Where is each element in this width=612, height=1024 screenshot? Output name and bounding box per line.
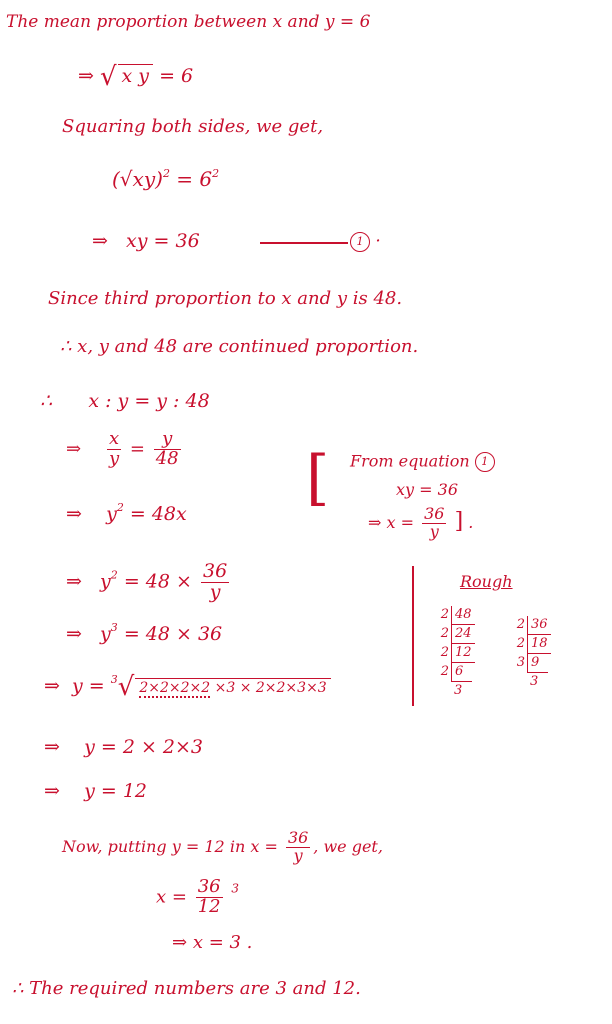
equation-tag: 1 · (350, 232, 381, 252)
x-fraction-line: x = $\frac{36}{12}$ $^3$ (156, 876, 239, 917)
y-value-line: ⇒ y = 12 (44, 780, 148, 802)
y-cubed-line: ⇒ $y^3 = 48 \times 36$ (66, 621, 223, 645)
note-from-equation: From equation 1 (350, 452, 495, 472)
quotient: 24 (451, 625, 475, 644)
quotient: 12 (451, 644, 475, 663)
statement-line: The mean proportion between x and y = 6 (6, 12, 371, 32)
division-row (514, 635, 551, 654)
quotient: 3 (454, 683, 463, 698)
equation-one: ⇒ xy = 36 (92, 230, 200, 252)
division-row (438, 625, 475, 644)
x-value-line: ⇒ x = 3 . (172, 932, 253, 953)
divisor: 2 (516, 617, 525, 632)
equation-tag-line (260, 242, 348, 244)
root-equation: ⇒ √ x y = 6 (78, 62, 194, 92)
rough-title: Rough (460, 572, 513, 591)
squaring-line: Squaring both sides, we get, (62, 116, 324, 137)
radical-sign: √ (99, 62, 117, 92)
y-product-line: ⇒ y = 2 × 2×3 (44, 736, 204, 758)
divisor: 2 (440, 645, 449, 660)
divisor: 2 (440, 664, 449, 679)
continued-proportion-line: ∴ x, y and 48 are continued proportion. (60, 336, 419, 357)
fraction-equation: ⇒ $\frac{x}{y}$ = $\frac{y}{48}$ (66, 428, 179, 469)
quotient: 18 (527, 635, 551, 654)
note-xy: xy = 36 (396, 480, 458, 499)
substitution-line: ⇒ $y^2 = 48$ × $\frac{36}{y}$ (66, 560, 228, 603)
divisor: 3 (516, 655, 525, 670)
division-row (438, 606, 475, 625)
division-row (438, 663, 475, 682)
division-36 (514, 616, 551, 691)
note-x-expression: ⇒ x = $\frac{36}{y}$ ] . (368, 504, 474, 541)
squared-equation: $(√xy)^2 = 6^2$ (112, 167, 220, 191)
divisor: 2 (440, 607, 449, 622)
divisor: 2 (440, 626, 449, 641)
division-48 (438, 606, 475, 700)
y-squared-line: ⇒ $y^2 = 48x$ (66, 501, 187, 525)
quotient: 9 (527, 654, 548, 673)
quotient: 36 (527, 616, 551, 635)
quotient: 48 (451, 606, 475, 625)
division-row (514, 673, 551, 691)
quotient: 6 (451, 663, 472, 682)
radical-sign: √ (117, 672, 135, 702)
division-row (438, 682, 475, 700)
quotient: 3 (530, 674, 539, 689)
conclusion-line: ∴ The required numbers are 3 and 12. (12, 978, 361, 999)
rough-divider (412, 566, 414, 706)
ratio-line: ∴ x : y = y : 48 (40, 390, 210, 412)
division-row (514, 654, 551, 673)
division-row (438, 644, 475, 663)
note-bracket: [ (306, 443, 330, 513)
third-proportion-line: Since third proportion to x and y is 48. (48, 288, 403, 309)
putting-line: Now, putting y = 12 in x = $\frac{36}{y}$ , we get, (62, 828, 383, 865)
divisor: 2 (516, 636, 525, 651)
division-row (514, 616, 551, 635)
cube-root-line: ⇒ y = $^3$√ 2×2×2×2 ×3 × 2×2×3×3 (44, 674, 331, 700)
